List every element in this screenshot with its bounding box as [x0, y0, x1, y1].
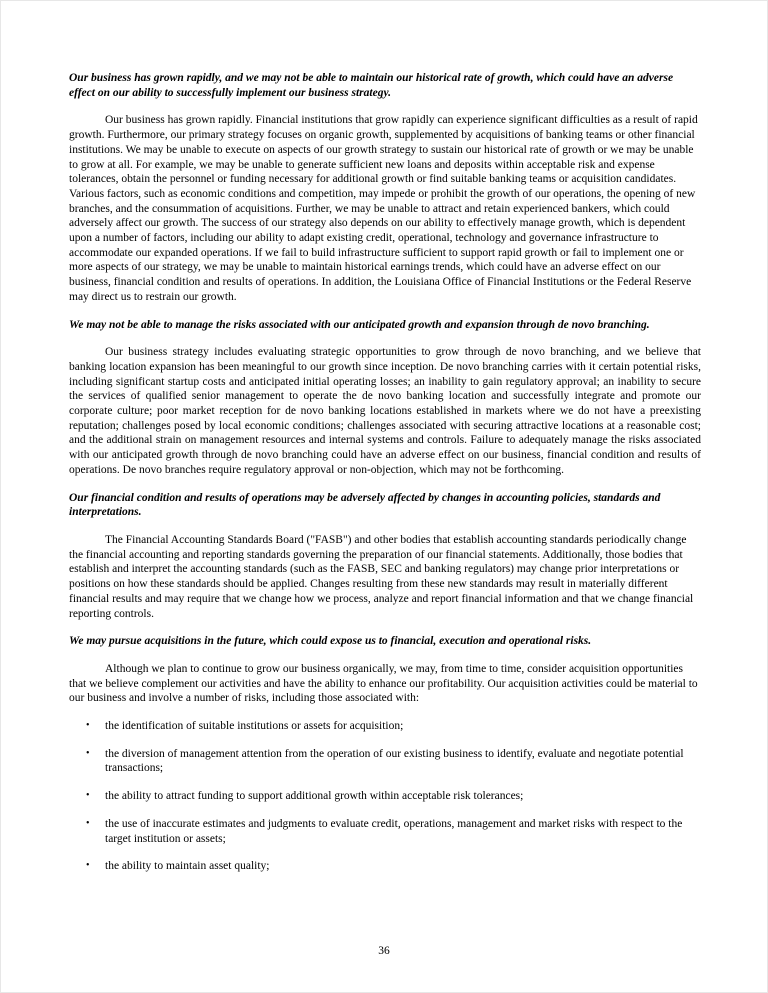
bullet-icon: •: [86, 720, 90, 732]
bullet-item: [86, 817, 701, 846]
bullet-icon: •: [86, 790, 90, 802]
bullet-item: [86, 789, 701, 804]
risk-heading-acquisitions: We may pursue acquisitions in the future, which could expose us to financial, execution and operational risks.: [69, 635, 592, 648]
risk-section-de-novo-branching: [69, 318, 701, 478]
risk-section-growth-rate: [69, 71, 701, 305]
bullet-item: [86, 747, 701, 776]
risk-heading-growth-rate: Our business has grown rapidly, and we may not be able to maintain our historical rate of growth, which could have an adverse effect on our ability to successfully implement our business strategy.: [69, 72, 674, 99]
risk-paragraph-de-novo-branching: Our business strategy includes evaluating strategic opportunities to grow through de novo branching, and we believe that banking location expansion has been meaningful to our growth since inception. De novo branching carries with it certain potential risks, including significant startup costs and anticipated initial operating losses; an inability to gain regulatory approval; an inability to secure the services of qualified senior management to operate the de novo banking location and successfully integrate and promote our corporate culture; poor market reception for de novo banking locations established in markets where we do not have a preexisting reputation; challenges posed by local economic conditions; challenges associated with securing attractive locations at a reasonable cost; and the additional strain on management resources and internal systems and controls. Failure to adequately manage the risks associated with our anticipated growth through de novo branching could have an adverse effect on our business, financial condition and results of operations. De novo branches require regulatory approval or non-objection, which may not be forthcoming.: [69, 346, 701, 476]
bullet-icon: •: [86, 860, 90, 872]
bullet-text: the ability to maintain asset quality;: [105, 860, 270, 873]
risk-paragraph-accounting-policies: The Financial Accounting Standards Board ("FASB") and other bodies that establish accounting standards periodically change the financial accounting and reporting standards governing the preparation of our financial statements. Additionally, those bodies that establish and interpret the accounting standards (such as the FASB, SEC and banking regulators) may change prior interpretations or positions on how these standards should be applied. Changes resulting from these new standards may result in materially different financial results and may require that we change how we process, analyze and report financial information and that we change financial reporting controls.: [69, 533, 694, 620]
bullet-icon: •: [86, 817, 90, 829]
risk-paragraph-growth-rate: Our business has grown rapidly. Financial institutions that grow rapidly can experience significant difficulties as a result of rapid growth. Furthermore, our primary strategy focuses on organic growth, supplemented by acquisitions of banking teams or other financial institutions. We may be unable to execute on aspects of our growth strategy to sustain our historical rate of growth or we may be unable to grow at all. For example, we may be unable to generate sufficient new loans and deposits within acceptable risk and expense tolerances, obtain the personnel or funding necessary for additional growth or find suitable banking teams or acquisition candidates. Various factors, such as economic conditions and competition, may impede or prohibit the growth of our operations, the opening of new branches, and the consummation of acquisitions. Further, we may be unable to attract and retain experienced bankers, which could adversely affect our growth. The success of our strategy also depends on our ability to effectively manage growth, which is dependent upon a number of factors, including our ability to adapt existing credit, operational, technology and governance infrastructure to accommodate our expanded operations. If we fail to build infrastructure sufficient to support rapid growth or fail to implement one or more aspects of our strategy, we may be unable to maintain historical earnings trends, which could have an adverse effect on our business, financial condition and results of operations. In addition, the Louisiana Office of Financial Institutions or the Federal Reserve may direct us to restrain our growth.: [69, 114, 698, 303]
bullet-text: the identification of suitable institutions or assets for acquisition;: [105, 720, 404, 733]
risk-heading-accounting-policies: Our financial condition and results of operations may be adversely affected by changes in accounting policies, standards and interpretations.: [69, 491, 661, 519]
bullet-text: the ability to attract funding to support additional growth within acceptable risk tolerances;: [105, 790, 524, 803]
risk-heading-de-novo-branching: We may not be able to manage the risks associated with our anticipated growth and expansion through de novo branching.: [69, 318, 650, 331]
risk-section-acquisitions: [69, 634, 701, 874]
bullet-text: the use of inaccurate estimates and judgments to evaluate credit, operations, management and market risks with respect to the target institution or assets;: [105, 817, 683, 845]
risk-paragraph-acquisitions: Although we plan to continue to grow our business organically, we may, from time to time, consider acquisition opportunities that we believe complement our activities and have the ability to enhance our profitability. Our acquisition activities could be material to our business and involve a number of risks, including those associated with:: [69, 662, 698, 705]
bullet-item: [86, 859, 701, 874]
bullet-text: the diversion of management attention from the operation of our existing business to identify, evaluate and negotiate potential transactions;: [105, 747, 684, 775]
acquisition-risk-bullet-list: [69, 719, 701, 874]
page-number: 36: [378, 945, 390, 957]
bullet-icon: •: [86, 747, 90, 759]
risk-section-accounting-policies: [69, 491, 701, 622]
bullet-item: [86, 719, 701, 734]
